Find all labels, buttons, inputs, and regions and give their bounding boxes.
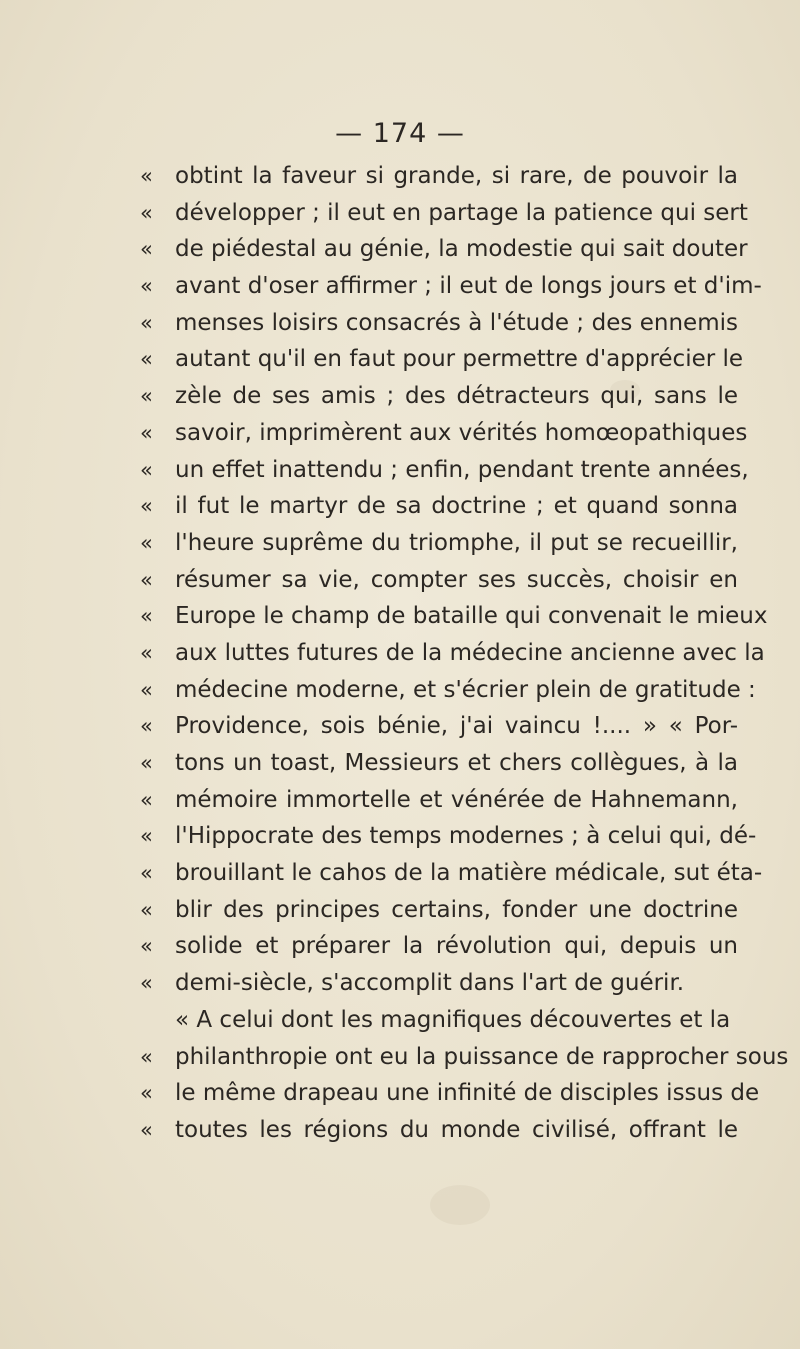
- quotation-mark: «: [140, 200, 153, 225]
- quotation-mark: «: [140, 1044, 153, 1069]
- line-text: de piédestal au génie, la modestie qui sait douter: [175, 236, 748, 263]
- quotation-mark: «: [140, 861, 153, 886]
- quotation-mark: «: [140, 604, 153, 629]
- text-line: [140, 598, 768, 635]
- line-text: blir des principes certains, fonder une doctrine: [175, 896, 738, 923]
- line-text: résumer sa vie, compter ses succès, choisir en: [175, 566, 738, 593]
- text-line: [140, 268, 762, 305]
- quotation-mark: «: [140, 567, 153, 592]
- line-text: zèle de ses amis ; des détracteurs qui, sans le: [175, 383, 738, 410]
- quotation-mark: «: [140, 677, 153, 702]
- text-line: [140, 158, 740, 195]
- quotation-mark: «: [140, 237, 153, 262]
- text-line: [140, 818, 757, 855]
- text-line: [140, 1039, 789, 1076]
- text-line: [140, 635, 765, 672]
- line-text: aux luttes futures de la médecine ancienne avec la: [175, 639, 765, 666]
- text-line: [140, 195, 748, 232]
- paper-stain: [430, 1185, 490, 1225]
- text-line: [140, 525, 740, 562]
- quotation-mark: «: [140, 897, 153, 922]
- line-text: développer ; il eut en partage la patience qui sert: [175, 199, 748, 226]
- text-line: [140, 855, 763, 892]
- text-line: [140, 452, 749, 489]
- line-text: tons un toast, Messieurs et chers collègues, à la: [175, 750, 738, 776]
- page-number: — 174 —: [335, 118, 465, 149]
- quotation-mark: «: [140, 274, 153, 299]
- line-text: mémoire immortelle et vénérée de Hahnemann,: [175, 786, 738, 813]
- line-text: il fut le martyr de sa doctrine ; et quand sonna: [175, 493, 738, 520]
- line-text: brouillant le cahos de la matière médicale, sut éta-: [175, 860, 763, 887]
- text-line: [140, 562, 740, 599]
- text-line: [140, 378, 740, 415]
- text-line: [140, 415, 748, 452]
- quotation-mark: «: [140, 714, 153, 739]
- line-text: l'Hippocrate des temps modernes ; à celui qui, dé-: [175, 823, 757, 850]
- quotation-mark: «: [140, 164, 153, 188]
- line-text: obtint la faveur si grande, si rare, de pouvoir la: [175, 163, 738, 189]
- text-line: [140, 708, 740, 745]
- text-line: [140, 672, 756, 709]
- quotation-mark: «: [140, 751, 153, 775]
- quotation-mark: «: [140, 1117, 153, 1142]
- quotation-mark: «: [140, 934, 153, 959]
- line-text: « A celui dont les magnifiques découvertes et la: [175, 1006, 731, 1033]
- line-text: philanthropie ont eu la puissance de rapprocher sous: [175, 1043, 789, 1070]
- text-line: [140, 782, 740, 819]
- line-text: Providence, sois bénie, j'ai vaincu !.... » « Por-: [175, 713, 738, 740]
- text-line: [140, 488, 740, 525]
- quotation-mark: «: [140, 1081, 153, 1106]
- quotation-mark: «: [140, 494, 153, 519]
- line-text: savoir, imprimèrent aux vérités homœopathiques: [175, 419, 748, 446]
- text-line: [140, 1075, 760, 1112]
- text-line: [140, 1002, 740, 1039]
- line-text: toutes les régions du monde civilisé, offrant le: [175, 1116, 738, 1143]
- quotation-mark: «: [140, 347, 153, 372]
- line-text: le même drapeau une infinité de disciples issus de: [175, 1080, 760, 1107]
- text-line: [140, 965, 740, 1002]
- text-line: [140, 341, 744, 378]
- quotation-mark: «: [140, 971, 153, 996]
- text-line: [140, 745, 740, 782]
- quotation-mark: «: [140, 457, 153, 482]
- quotation-mark: «: [140, 787, 153, 812]
- line-text: médecine moderne, et s'écrier plein de gratitude :: [175, 676, 756, 703]
- line-text: solide et préparer la révolution qui, depuis un: [175, 933, 738, 960]
- line-text: l'heure suprême du triomphe, il put se recueillir,: [175, 529, 738, 556]
- line-text: autant qu'il en faut pour permettre d'apprécier le: [175, 346, 744, 373]
- text-line: [140, 1112, 740, 1149]
- line-text: Europe le champ de bataille qui convenait le mieux: [175, 603, 768, 630]
- quotation-mark: «: [140, 384, 153, 409]
- text-line: [140, 892, 740, 929]
- text-line: [140, 231, 748, 268]
- text-line: [140, 305, 740, 342]
- line-text: demi-siècle, s'accomplit dans l'art de guérir.: [175, 970, 685, 997]
- line-text: un effet inattendu ; enfin, pendant trente années,: [175, 456, 749, 483]
- line-text: avant d'oser affirmer ; il eut de longs jours et d'im-: [175, 273, 762, 300]
- text-line: [140, 928, 740, 965]
- line-text: menses loisirs consacrés à l'étude ; des ennemis: [175, 309, 738, 336]
- quotation-mark: «: [140, 824, 153, 849]
- quotation-mark: «: [140, 640, 153, 665]
- quotation-mark: «: [140, 310, 153, 335]
- quotation-mark: «: [140, 530, 153, 555]
- page-body-text: [140, 158, 789, 1149]
- quotation-mark: «: [140, 420, 153, 445]
